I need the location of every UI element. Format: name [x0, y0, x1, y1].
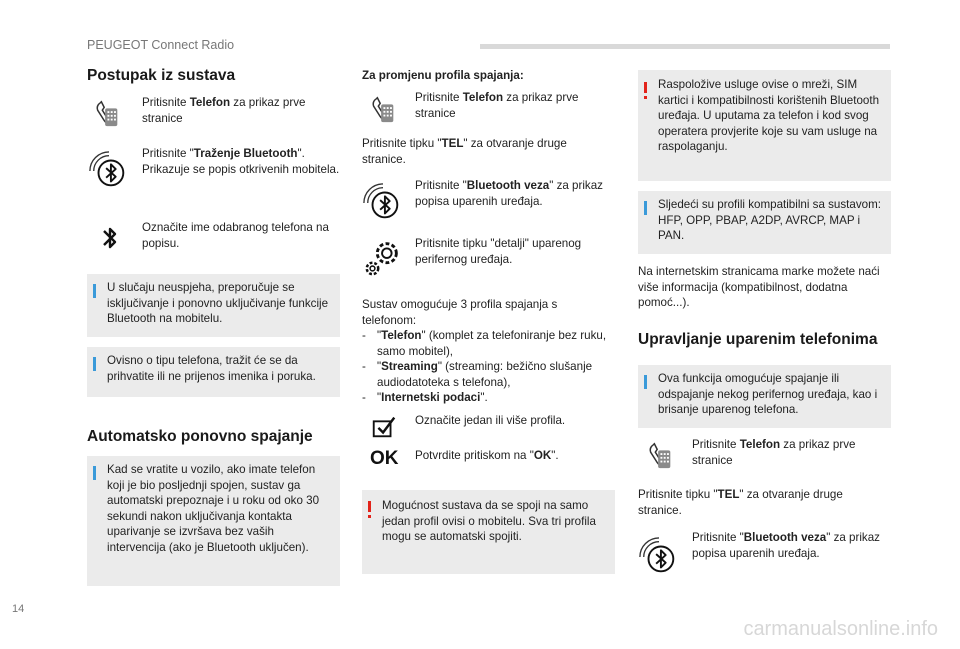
- warning-icon: [644, 82, 647, 93]
- warning-box-profiles: Mogućnost sustava da se spoji na samo jedan profil ovisi o mobitelu. Sva tri profila mogu se automatski spojiti.: [362, 490, 615, 574]
- list-item: - "Internetski podaci".: [362, 390, 612, 406]
- col1-step3: Označite ime odabranog telefona na popisu.: [142, 221, 329, 250]
- warning-box-services: Raspoložive usluge ovise o mreži, SIM kartici i kompatibilnosti korištenih Bluetooth uređaja. U uputama za telefon i kod svog operatera provjerite koje su vam usluge na raspolaganju.: [638, 70, 891, 181]
- col3-step2: Pritisnite "Bluetooth veza" za prikaz popisa uparenih uređaja.: [692, 531, 880, 560]
- heading-auto-reconnect: Automatsko ponovno spajanje: [87, 428, 313, 445]
- col2-para1: Pritisnite tipku "TEL" za otvaranje druge stranice.: [362, 137, 567, 166]
- bluetooth-search-icon: [638, 536, 680, 578]
- col2-step4: Označite jedan ili više profila.: [415, 414, 566, 427]
- gears-icon: [362, 236, 404, 278]
- info-box-profiles: Sljedeći su profili kompatibilni sa sustavom: HFP, OPP, PBAP, A2DP, AVRCP, MAP i PAN.: [638, 191, 891, 254]
- col2-step1: Pritisnite Telefon za prikaz prve stranice: [415, 91, 579, 120]
- warning-icon: [368, 501, 371, 512]
- info-box-auto-reconnect: Kad se vratite u vozilo, ako imate telefon koji je bio posljednji spojen, sustav ga automatski prepoznaje i u roku od oko 30 sekundi nakon uključivanja kontakta uparivanje se izvršava bez vaših intervencija (ako je Bluetooth uključen).: [87, 456, 340, 586]
- info-icon: [644, 375, 647, 389]
- info-box-manage: Ova funkcija omogućuje spajanje ili odspajanje nekog perifernog uređaja, kao i brisanje uparenog telefona.: [638, 365, 891, 428]
- header-bar: [480, 44, 890, 49]
- list-item: - "Telefon" (komplet za telefoniranje bez ruku, samo mobitel),: [362, 328, 612, 359]
- heading-postupak: Postupak iz sustava: [87, 67, 236, 84]
- col2-step5: Potvrdite pritiskom na "OK".: [415, 449, 559, 462]
- phone-icon: [645, 440, 675, 470]
- list-item: - "Streaming" (streaming: bežično slušanje audiodatoteka s telefona),: [362, 359, 612, 390]
- col3-para2: Pritisnite tipku "TEL" za otvaranje druge stranice.: [638, 488, 843, 517]
- phone-icon: [92, 98, 122, 128]
- heading-change-profile: Za promjenu profila spajanja:: [362, 69, 524, 82]
- col3-step1: Pritisnite Telefon za prikaz prve stranice: [692, 438, 856, 467]
- col2-step3: Pritisnite tipku "detalji" uparenog perifernog uređaja.: [415, 237, 582, 266]
- heading-manage-paired: Upravljanje uparenim telefonima: [638, 331, 878, 348]
- watermark: carmanualsonline.info: [743, 618, 938, 640]
- bluetooth-search-icon: [88, 150, 130, 192]
- col2-step2: Pritisnite "Bluetooth veza" za prikaz popisa uparenih uređaja.: [415, 179, 603, 208]
- info-icon: [93, 284, 96, 298]
- checkbox-icon: [370, 412, 398, 440]
- info-icon: [644, 201, 647, 215]
- col1-step1: Pritisnite Telefon za prikaz prve stranice: [142, 96, 306, 125]
- bluetooth-search-icon: [362, 182, 404, 224]
- profile-list: [362, 328, 612, 406]
- bluetooth-icon: [100, 223, 120, 253]
- col1-step2: Pritisnite "Traženje Bluetooth". Prikazuje se popis otkrivenih mobitela.: [142, 147, 340, 176]
- header-title: PEUGEOT Connect Radio: [87, 38, 235, 52]
- info-icon: [93, 466, 96, 480]
- col2-para2: Sustav omogućuje 3 profila spajanja s telefonom:: [362, 298, 558, 327]
- ok-icon: OK: [370, 448, 399, 469]
- info-box-failure: U slučaju neuspjeha, preporučuje se isključivanje i ponovno uključivanje funkcije Bluetooth na mobitelu.: [87, 274, 340, 337]
- phone-icon: [368, 94, 398, 124]
- info-box-phone-type: Ovisno o tipu telefona, tražit će se da prihvatite ili ne prijenos imenika i poruka.: [87, 347, 340, 397]
- col3-para1: Na internetskim stranicama marke možete naći više informacija (kompatibilnost, dodatna pomoć...).: [638, 265, 880, 309]
- info-icon: [93, 357, 96, 371]
- page-number: 14: [12, 603, 25, 615]
